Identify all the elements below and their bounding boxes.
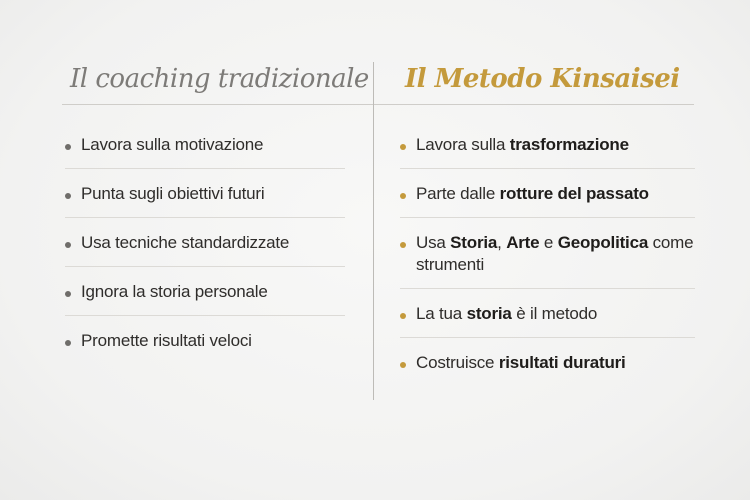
list-item [400,218,695,289]
emphasis-text: Geopolitica [557,233,649,252]
item-text-segment: Lavora sulla [416,135,510,154]
list-item-text [416,184,649,203]
emphasis-text: risultati duraturi [498,353,626,372]
emphasis-text: rotture del passato [499,184,649,203]
bullet-icon [400,144,406,150]
emphasis-text: Storia [450,233,498,252]
list-item [65,218,345,267]
list-item [400,120,695,169]
item-text-segment: Promette risultati veloci [81,331,252,350]
list-item-text [81,331,252,350]
list-item [65,267,345,316]
kinsaisei-method-list [400,120,695,386]
bullet-icon [65,193,71,199]
list-item-text [416,353,626,372]
list-item [65,316,345,364]
bullet-icon [400,362,406,368]
item-text-segment: , [497,233,507,252]
list-item-text [81,135,263,154]
bullet-icon [65,242,71,248]
list-item [65,120,345,169]
item-text-segment: Usa tecniche standardizzate [81,233,290,252]
item-text-segment: come strumenti [416,233,694,274]
emphasis-text: storia [466,304,512,323]
item-text-segment: Lavora sulla motivazione [81,135,264,154]
traditional-coaching-list [65,120,345,364]
bullet-icon [400,313,406,319]
kinsaisei-method-title: Il Metodo Kinsaisei [405,64,680,94]
list-item-text [416,135,629,154]
item-text-segment: e [539,233,558,252]
emphasis-text: trasformazione [509,135,629,154]
bullet-icon [65,291,71,297]
traditional-coaching-title: Il coaching tradizionale [70,64,369,94]
list-item-text [81,282,268,301]
item-text-segment: Costruisce [416,353,499,372]
list-item [400,289,695,338]
header-rule [62,104,694,105]
item-text-segment: Ignora la storia personale [81,282,268,301]
item-text-segment: Usa [416,233,451,252]
list-item-text [416,304,597,323]
column-divider [373,62,374,400]
emphasis-text: Arte [506,233,540,252]
item-text-segment: Parte dalle [416,184,500,203]
list-item-text [416,233,693,274]
list-item-text [81,233,289,252]
list-item [65,169,345,218]
list-item [400,169,695,218]
bullet-icon [400,242,406,248]
item-text-segment: Punta sugli obiettivi futuri [81,184,265,203]
item-text-segment: è il metodo [511,304,598,323]
list-item [400,338,695,386]
list-item-text [81,184,264,203]
bullet-icon [400,193,406,199]
item-text-segment: La tua [416,304,467,323]
bullet-icon [65,144,71,150]
bullet-icon [65,340,71,346]
